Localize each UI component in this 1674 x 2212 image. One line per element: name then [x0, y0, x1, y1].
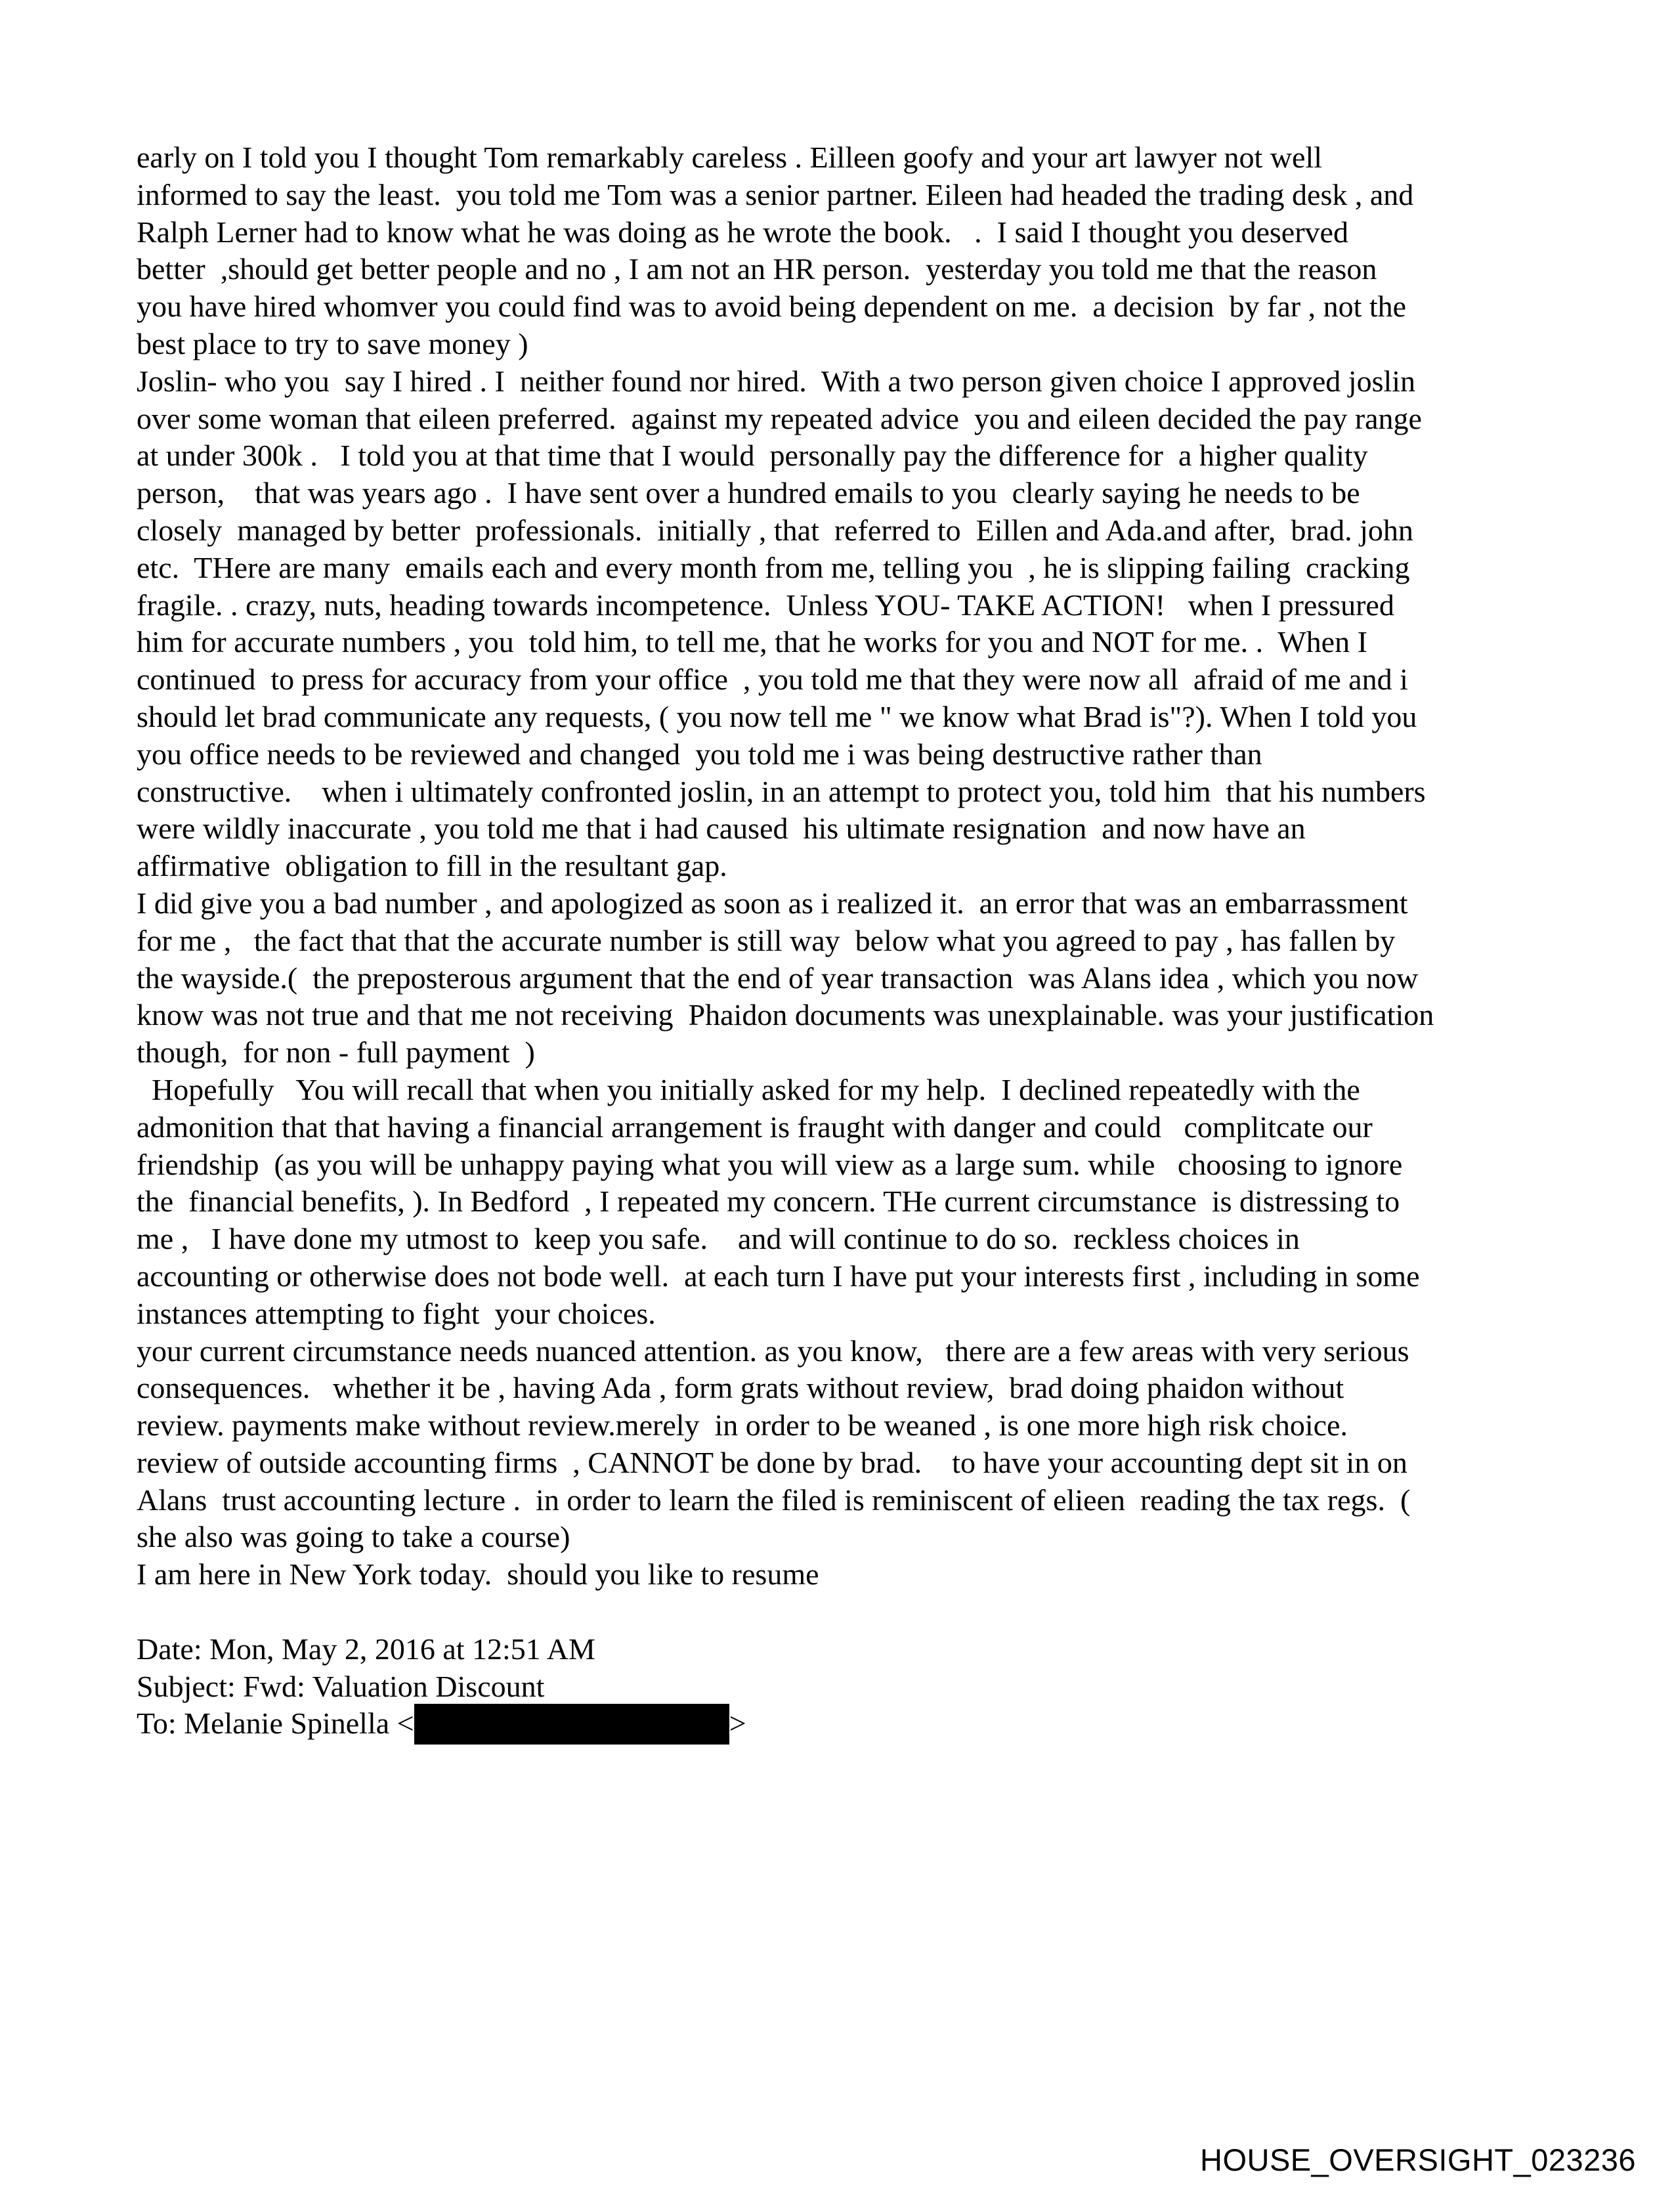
email-to-name: To: Melanie Spinella <	[137, 1706, 414, 1741]
body-line: me , I have done my utmost to keep you safe. and will continue to do so. reckless choices in	[137, 1222, 1300, 1256]
body-line: continued to press for accuracy from your office , you told me that they were now all afraid of me and i	[137, 662, 1408, 697]
body-line: I did give you a bad number , and apologized as soon as i realized it. an error that was an embarrassment	[137, 886, 1408, 920]
redaction-box	[414, 1704, 729, 1745]
bates-number: HOUSE_OVERSIGHT_023236	[1200, 2142, 1637, 2177]
body-line: admonition that that having a financial arrangement is fraught with danger and could complitcate our	[137, 1110, 1373, 1144]
email-to-close: >	[729, 1706, 746, 1741]
body-line: were wildly inaccurate , you told me that i had caused his ultimate resignation and now have an	[137, 812, 1306, 846]
email-body	[137, 139, 1666, 1594]
body-line: person, that was years ago . I have sent over a hundred emails to you clearly saying he needs to be	[137, 476, 1360, 510]
body-line: constructive. when i ultimately confronted joslin, in an attempt to protect you, told him that his numbers	[137, 774, 1426, 808]
body-line: informed to say the least. you told me Tom was a senior partner. Eileen had headed the trading desk , and	[137, 177, 1414, 211]
body-line: etc. THere are many emails each and every month from me, telling you , he is slipping failing cracking	[137, 550, 1410, 584]
body-line: the wayside.( the preposterous argument that the end of year transaction was Alans idea , which you now	[137, 961, 1419, 995]
body-line: him for accurate numbers , you told him, to tell me, that he works for you and NOT for me. . When I	[137, 625, 1367, 659]
body-line: you have hired whomver you could find was to avoid being dependent on me. a decision by far , not the	[137, 290, 1407, 324]
body-line: friendship (as you will be unhappy paying what you will view as a large sum. while choosing to ignore	[137, 1147, 1403, 1181]
email-date: Date: Mon, May 2, 2016 at 12:51 AM	[137, 1632, 595, 1666]
email-subject: Subject: Fwd: Valuation Discount	[137, 1669, 545, 1703]
email-header	[137, 1631, 1666, 1743]
body-line: Hopefully You will recall that when you initially asked for my help. I declined repeatedly with the	[137, 1072, 1360, 1106]
body-line: know was not true and that me not receiving Phaidon documents was unexplainable. was your justification	[137, 998, 1434, 1032]
body-line: the financial benefits, ). In Bedford , I repeated my concern. THe current circumstance is distressing to	[137, 1184, 1400, 1219]
email-document	[137, 139, 1666, 1743]
body-line: your current circumstance needs nuanced attention. as you know, there are a few areas with very serious	[137, 1334, 1409, 1368]
email-to	[137, 1705, 1666, 1743]
body-line: should let brad communicate any requests, ( you now tell me " we know what Brad is"?). When I told you	[137, 699, 1417, 733]
body-line: over some woman that eileen preferred. against my repeated advice you and eileen decided the pay range	[137, 401, 1422, 435]
body-line: I am here in New York today. should you like to resume	[137, 1557, 819, 1592]
body-line: you office needs to be reviewed and changed you told me i was being destructive rather than	[137, 737, 1262, 771]
body-line: Joslin- who you say I hired . I neither found nor hired. With a two person given choice I approved joslin	[137, 364, 1416, 398]
body-line: though, for non - full payment )	[137, 1035, 535, 1070]
body-line: consequences. whether it be , having Ada , form grats without review, brad doing phaidon without	[137, 1371, 1344, 1405]
body-line: fragile. . crazy, nuts, heading towards incompetence. Unless YOU- TAKE ACTION! when I pressured	[137, 588, 1394, 622]
body-line: review. payments make without review.merely in order to be weaned , is one more high risk choice.	[137, 1408, 1348, 1442]
body-line: Ralph Lerner had to know what he was doing as he wrote the book. . I said I thought you deserved	[137, 215, 1348, 249]
body-line: instances attempting to fight your choices.	[137, 1296, 656, 1330]
body-line: best place to try to save money )	[137, 326, 528, 360]
body-line: accounting or otherwise does not bode well. at each turn I have put your interests first , including in some	[137, 1259, 1420, 1293]
body-line: better ,should get better people and no , I am not an HR person. yesterday you told me that the reason	[137, 252, 1377, 286]
body-line: early on I told you I thought Tom remarkably careless . Eilleen goofy and your art lawyer not well	[137, 141, 1323, 174]
body-line: closely managed by better professionals. initially , that referred to Eillen and Ada.and after, brad. john	[137, 513, 1413, 547]
body-line: Alans trust accounting lecture . in order to learn the filed is reminiscent of elieen reading the tax regs. (	[137, 1483, 1411, 1517]
body-line: review of outside accounting firms , CANNOT be done by brad. to have your accounting dept sit in on	[137, 1445, 1407, 1479]
body-line: she also was going to take a course)	[137, 1520, 570, 1554]
body-line: at under 300k . I told you at that time that I would personally pay the difference for a higher quality	[137, 439, 1368, 473]
body-line: for me , the fact that that the accurate number is still way below what you agreed to pay , has fallen by	[137, 923, 1396, 957]
body-line: affirmative obligation to fill in the resultant gap.	[137, 849, 727, 883]
